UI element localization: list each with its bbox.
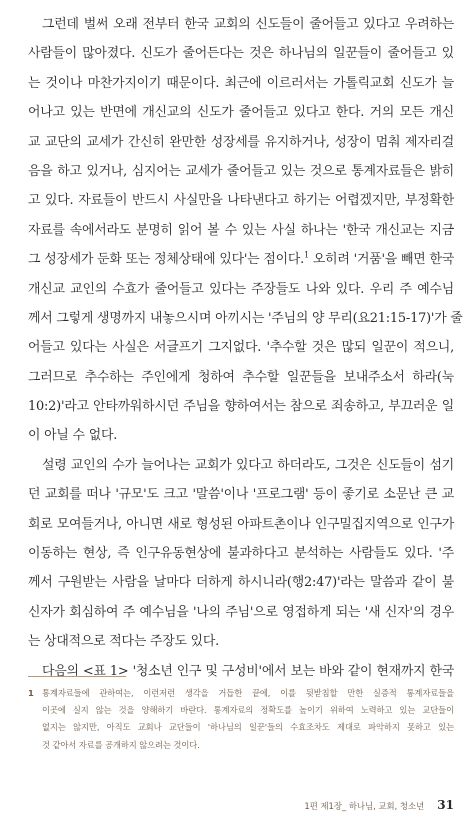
paragraph-line: 10:2)'라고 안타까워하시던 주님을 향하여서는 참으로 죄송하고, 부끄러운 일 [28, 399, 454, 415]
footnote-number: 1 [28, 688, 34, 698]
paragraph-line-tail: 오히려 '거품'을 빼면 한국 [308, 252, 454, 268]
paragraph-line: 께서 그렇게 생명까지 내놓으시며 아끼시는 '주님의 양 무리(요21:15-17)'가 줄 [28, 310, 463, 326]
footnote-line [28, 685, 454, 702]
paragraph-line: 개신교 교인의 수효가 줄어들고 있다는 주장들도 나와 있다. 우리 주 예수님 [28, 281, 454, 297]
paragraph-line: 던 교회를 떠나 '규모'도 크고 '말씀'이나 '프로그램' 등이 좋기로 소문난 큰 교 [28, 487, 454, 503]
paragraph-line: 설령 교인의 수가 늘어나는 교회가 있다고 하더라도, 그것은 신도들이 섬기 [42, 457, 454, 473]
footnote-line: 것 같아서 자료를 공개하지 않으려는 것이다. [42, 739, 200, 750]
paragraph-line: 사람들이 많아졌다. 신도가 줄어든다는 것은 하나님의 일꾼들이 줄어들고 있 [28, 46, 454, 62]
footnote-marker: 1 [304, 250, 309, 260]
running-head: 1편 제1장_ 하나님, 교회, 청소년 [304, 801, 425, 811]
paragraph-line: 자료를 속에서라도 분명히 읽어 볼 수 있는 사실 하나는 '한국 개신교는 지금 [28, 222, 454, 238]
paragraph-line: 는 상대적으로 적다는 주장도 있다. [28, 634, 220, 650]
paragraph-line: 고 있다. 자료들이 반드시 사실만을 나타낸다고 하기는 어렵겠지만, 부정확한 [28, 193, 454, 209]
page-footer [304, 797, 454, 811]
paragraph-line [28, 245, 454, 274]
footnote [28, 685, 454, 754]
paragraph-line: 께서 구원받는 사람을 날마다 더하게 하시니라(행2:47)'라는 말씀과 같이 불 [28, 575, 454, 591]
footnote-text: 통계자료들에 관하여는, 이런저런 생각을 거듭한 끝에, 이를 뒷받침할 만한 실증적 통계자료들을 [42, 688, 454, 698]
paragraph-line: 이동하는 현상, 즉 인구유동현상에 불과하다고 분석하는 사람들도 있다. '주 [28, 546, 454, 562]
footnote-divider [28, 676, 126, 677]
paragraph-line: 교 교단의 교세가 간신히 완만한 성장세를 유지하거나, 성장이 멈춰 제자리걸 [28, 134, 454, 150]
body-text [28, 10, 463, 686]
paragraph-line: 음을 하고 있거나, 심지어는 교세가 줄어들고 있는 것으로 통계자료들은 밝히 [28, 163, 454, 179]
paragraph-line: 이 아닐 수 없다. [28, 428, 118, 444]
paragraph-line: 다음의 <표 1> '청소년 인구 및 구성비'에서 보는 바와 같이 현재까지 한국 [42, 663, 454, 679]
paragraph-line: 신자가 회심하여 주 예수님을 '나의 주님'으로 영접하게 되는 '새 신자'의 경우 [28, 604, 454, 620]
paragraph-line: 어들고 있다는 사실은 서글프기 그지없다. '추수할 것은 많되 일꾼이 적으니, [28, 340, 454, 356]
footnote-line: 이곳에 실지 않는 것을 양해하기 바란다. 통계자료의 정확도를 높이기 위하여 노력하고 있는 교단들이 [42, 705, 454, 716]
paragraph-line: 는 것이나 마찬가지이기 때문이다. 최근에 이르러서는 가톨릭교회 신도가 늘 [28, 75, 454, 91]
paragraph-line: 어나고 있는 반면에 개신교의 신도가 줄어들고 있다고 한다. 거의 모든 개신 [28, 105, 454, 121]
paragraph-line-head: 그 성장세가 둔화 또는 정체상태에 있다'는 점이다. [28, 252, 305, 268]
paragraph-line: 회로 모여들거나, 아니면 새로 형성된 아파트촌이나 인구밀집지역으로 인구가 [28, 516, 454, 532]
page-number: 31 [437, 798, 454, 812]
paragraph-line: 그러므로 추수하는 주인에게 청하여 추수할 일꾼들을 보내주소서 하라(눅 [28, 369, 454, 385]
paragraph-line: 그런데 벌써 오래 전부터 한국 교회의 신도들이 줄어들고 있다고 우려하는 [42, 17, 454, 32]
footnote-line: 없지는 않지만, 아직도 교회나 교단들이 '하나님의 일꾼'들의 수효조차도 제대로 파악하지 못하고 있는 [42, 722, 454, 733]
